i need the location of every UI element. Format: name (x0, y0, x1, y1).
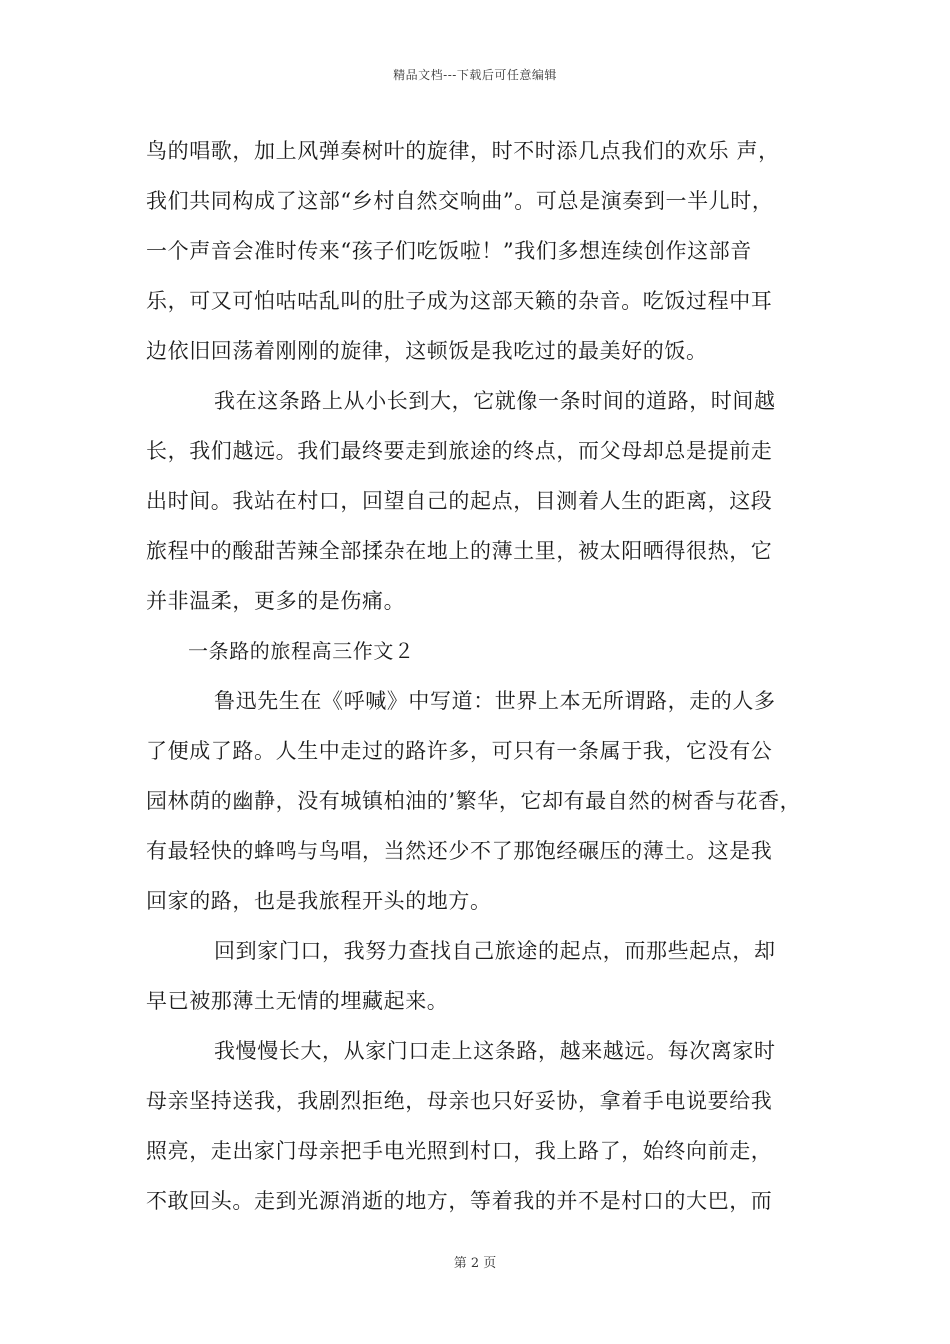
text-line: 出时间。我站在村口，回望自己的起点，目测着人生的距离，这段 (146, 489, 773, 513)
text-line: 早已被那薄土无情的埋藏起来。 (146, 989, 449, 1013)
text-line: 园林荫的幽静，没有城镇柏油的’繁华，它却有最自然的树香与花香， (146, 789, 802, 813)
document-body (146, 126, 806, 1226)
section-heading: 一条路的旅程高三作文２ (188, 639, 415, 663)
text-line: 回家的路，也是我旅程开头的地方。 (146, 889, 492, 913)
paragraph-start-line: 我慢慢长大，从家门口走上这条路，越来越远。每次离家时 (214, 1039, 776, 1063)
text-line: 乐，可又可怕咕咕乱叫的肚子成为这部天籁的杂音。吃饭过程中耳 (146, 289, 773, 313)
paragraph-start-line: 我在这条路上从小长到大，它就像一条时间的道路，时间越 (214, 389, 776, 413)
paragraph-start-line: 回到家门口，我努力查找自己旅途的起点，而那些起点，却 (214, 939, 776, 963)
text-line: 母亲坚持送我，我剧烈拒绝，母亲也只好妥协，拿着手电说要给我 (146, 1089, 773, 1113)
paragraph-start-line: 鲁迅先生在《呼喊》中写道：世界上本无所谓路，走的人多 (214, 689, 776, 713)
text-line: 了便成了路。人生中走过的路许多，可只有一条属于我，它没有公 (146, 739, 773, 763)
page-number: 第 2 页 (453, 1256, 497, 1271)
text-line: 我们共同构成了这部“乡村自然交响曲”。可总是演奏到一半儿时， (146, 189, 774, 213)
text-line: 长，我们越远。我们最终要走到旅途的终点，而父母却总是提前走 (146, 439, 773, 463)
text-line: 旅程中的酸甜苦辣全部揉杂在地上的薄土里，被太阳晒得很热，它 (146, 539, 773, 563)
text-line: 一个声音会准时传来“孩子们吃饭啦！”我们多想连续创作这部音 (146, 239, 752, 263)
text-line: 并非温柔，更多的是伤痛。 (146, 589, 406, 613)
page-header: 精品文档---下载后可任意编辑 (393, 68, 557, 82)
text-line: 边依旧回荡着刚刚的旋律，这顿饭是我吃过的最美好的饭。 (146, 339, 708, 363)
text-line: 照亮，走出家门母亲把手电光照到村口，我上路了，始终向前走， (146, 1139, 773, 1163)
text-line: 有最轻快的蜂鸣与鸟唱，当然还少不了那饱经碾压的薄土。这是我 (146, 839, 773, 863)
text-line: 鸟的唱歌，加上风弹奏树叶的旋律，时不时添几点我们的欢乐 声， (146, 139, 780, 163)
text-line: 不敢回头。走到光源消逝的地方，等着我的并不是村口的大巴，而 (146, 1189, 773, 1213)
